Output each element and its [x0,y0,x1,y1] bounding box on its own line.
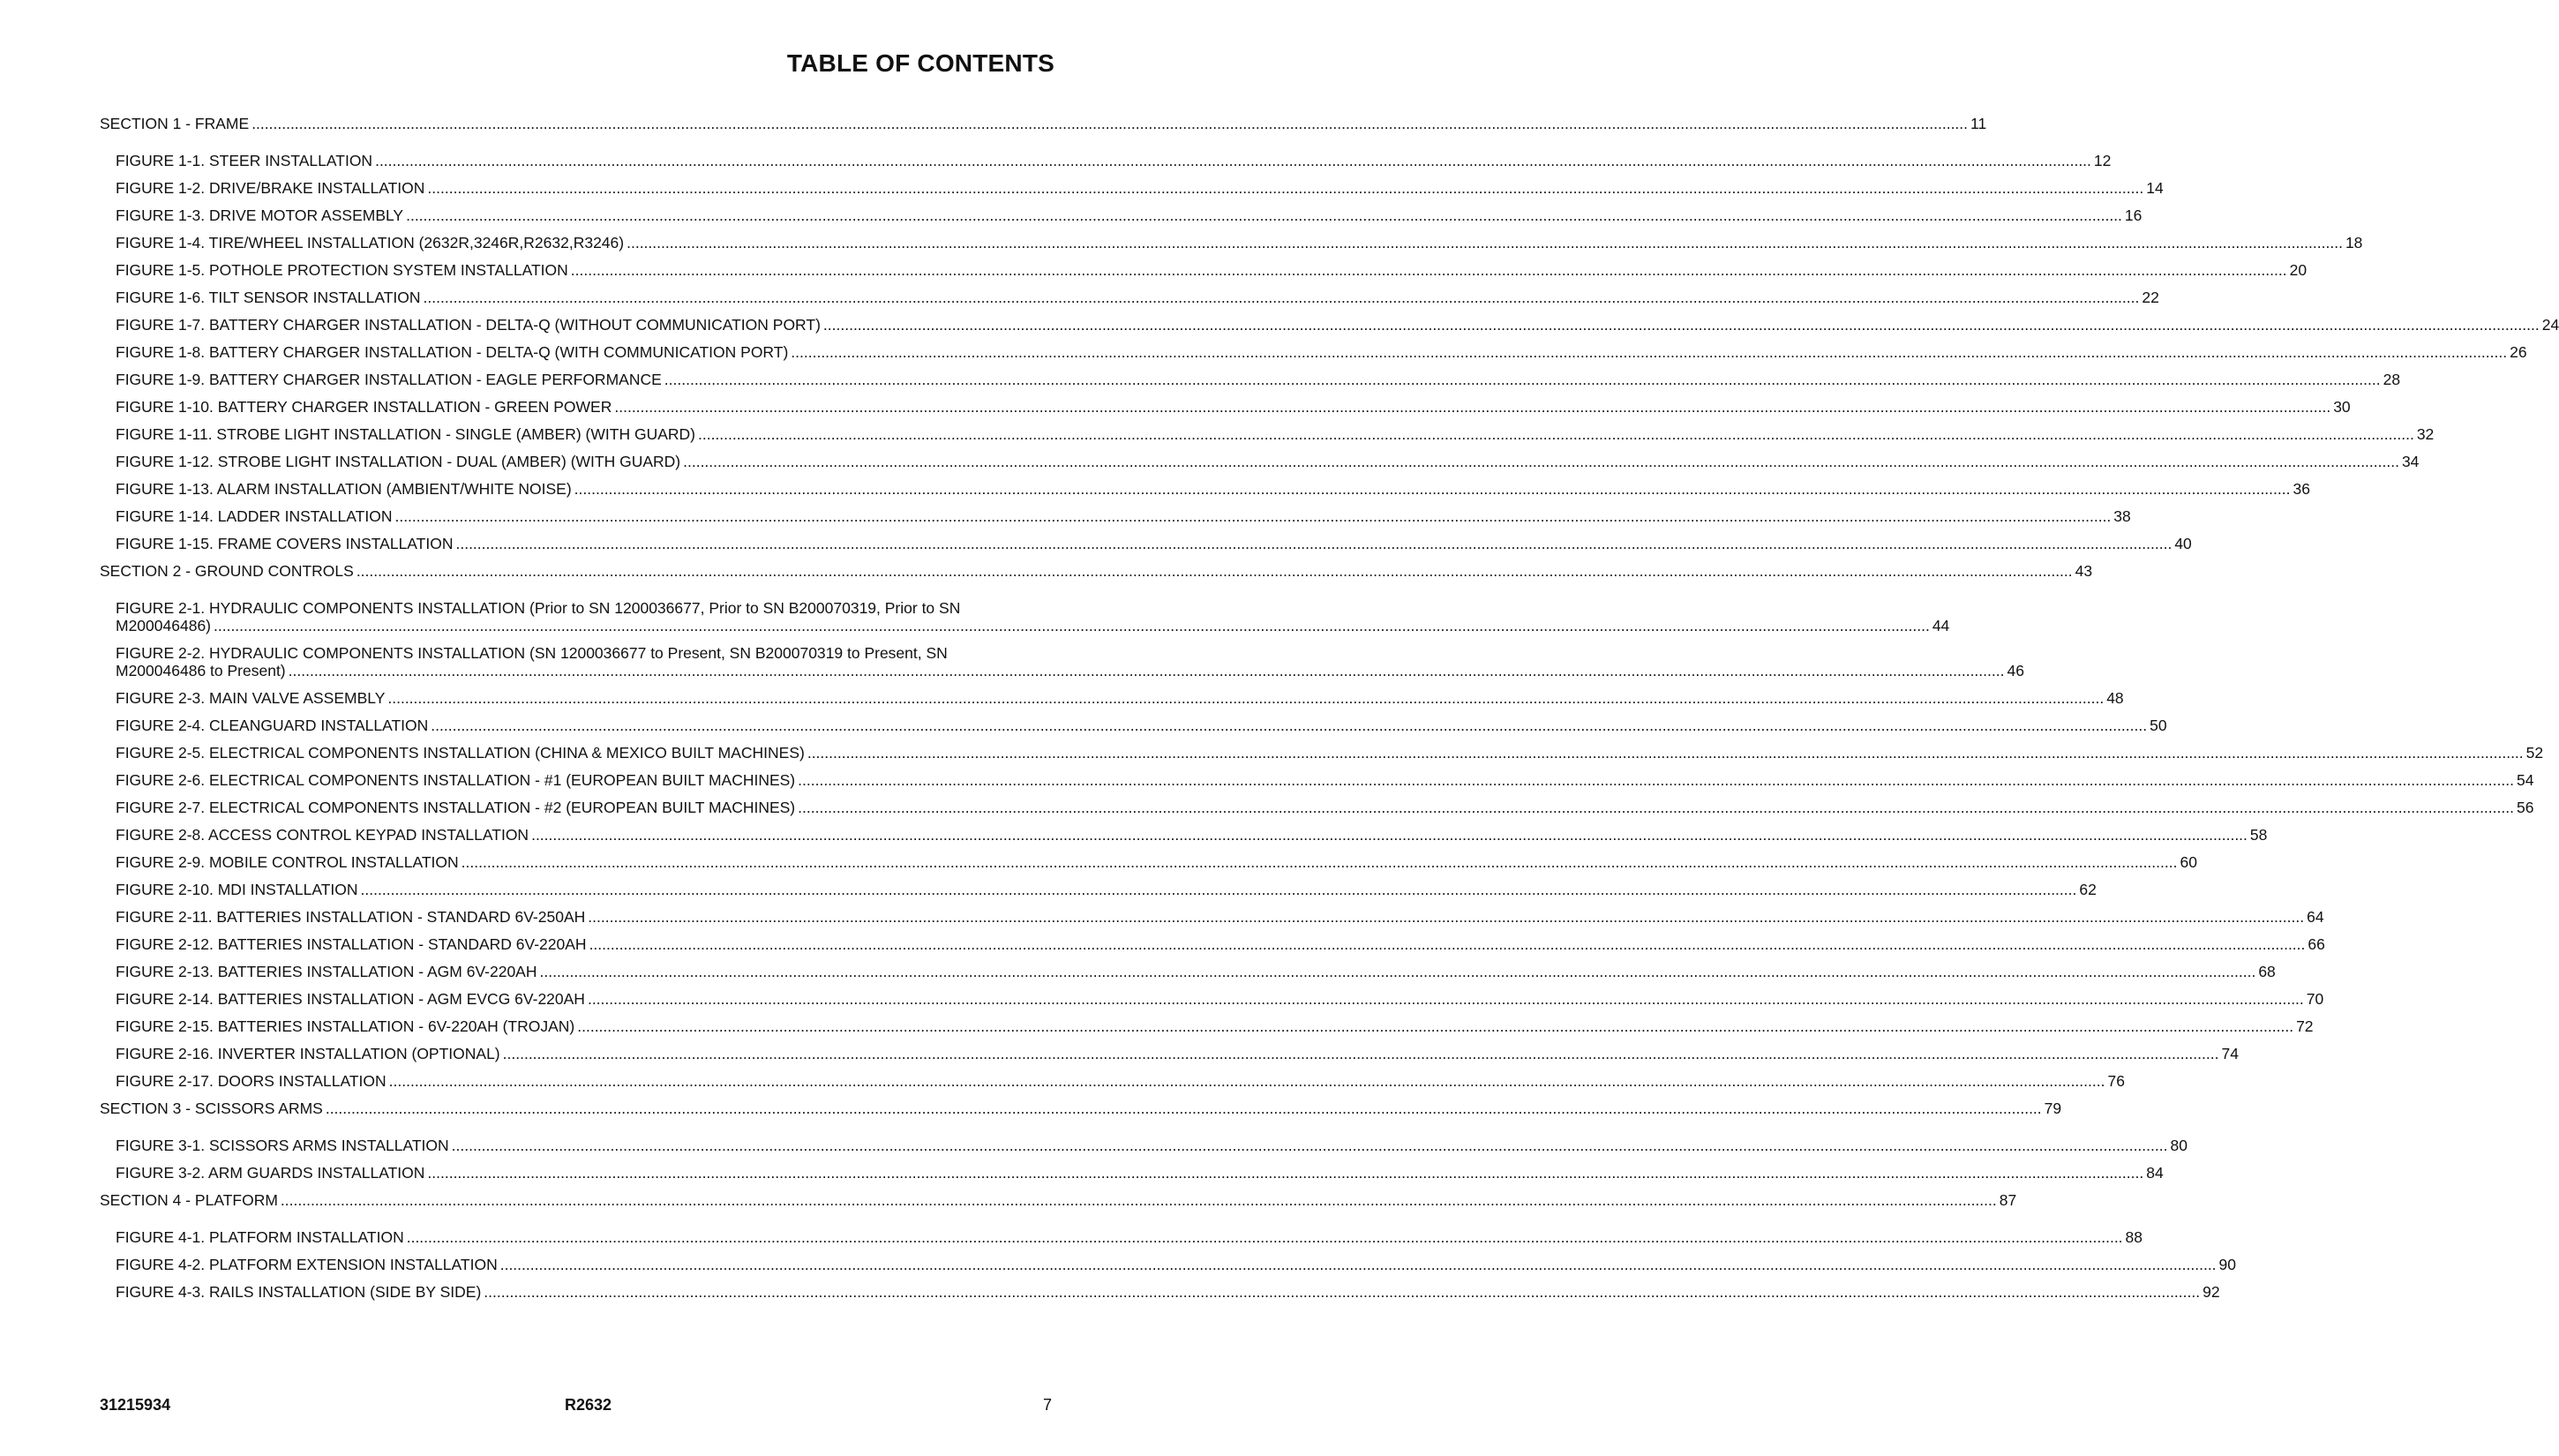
toc-figure-entry[interactable] [100,1017,2314,1035]
toc-figure-entry[interactable] [100,316,2559,334]
toc-entry-label: FIGURE 2-15. BATTERIES INSTALLATION - 6V-220AH (TROJAN) [116,1017,575,1035]
toc-entry-label: FIGURE 3-2. ARM GUARDS INSTALLATION [116,1164,425,1182]
toc-entry-page-number: 12 [2093,152,2112,169]
toc-figure-entry[interactable] [100,689,2124,707]
dot-leader: ................................................................................................................................................................................................................................................................................................................................................................................................................ [427,179,2144,197]
dot-leader: ................................................................................................................................................................................................................................................................................................................................................................................................................ [822,316,2540,334]
toc-entry-label: FIGURE 1-1. STEER INSTALLATION [116,152,373,169]
dot-leader: ................................................................................................................................................................................................................................................................................................................................................................................................................ [461,853,2178,871]
toc-entry-label: FIGURE 4-2. PLATFORM EXTENSION INSTALLATION [116,1256,498,1273]
toc-figure-entry[interactable] [100,453,2420,470]
toc-entry-label: FIGURE 2-17. DOORS INSTALLATION [116,1072,386,1090]
toc-figure-entry[interactable] [100,644,2024,679]
toc-figure-entry[interactable] [100,1283,2220,1301]
toc-figure-entry[interactable] [100,1256,2237,1273]
toc-entry-label: FIGURE 2-13. BATTERIES INSTALLATION - AGM 6V-220AH [116,963,537,980]
footer-doc-number: 31215934 [100,1396,171,1414]
toc-entry-page-number: 68 [2258,963,2276,980]
dot-leader: ................................................................................................................................................................................................................................................................................................................................................................................................................ [455,535,2173,552]
toc-figure-entry[interactable] [100,343,2527,361]
dot-leader: ................................................................................................................................................................................................................................................................................................................................................................................................................ [387,689,2105,707]
toc-figure-entry[interactable] [100,289,2159,306]
dot-leader: ................................................................................................................................................................................................................................................................................................................................................................................................................ [423,289,2140,306]
dot-leader: ................................................................................................................................................................................................................................................................................................................................................................................................................ [388,1072,2105,1090]
toc-entry-label: FIGURE 4-1. PLATFORM INSTALLATION [116,1228,404,1246]
toc-entry-page-number: 22 [2142,289,2159,306]
toc-figure-entry[interactable] [100,935,2325,953]
toc-figure-entry[interactable] [100,717,2167,734]
toc-figure-entry[interactable] [100,371,2401,388]
toc-entry-page-number: 80 [2170,1137,2188,1154]
toc-entry-page-number: 87 [1999,1191,2017,1209]
toc-entry-page-number: 32 [2416,425,2435,443]
toc-figure-entry[interactable] [100,398,2351,416]
toc-entry-page-number: 34 [2401,453,2420,470]
dot-leader: ................................................................................................................................................................................................................................................................................................................................................................................................................ [531,826,2248,844]
toc-entry-page-number: 66 [2308,935,2325,953]
dot-leader: ................................................................................................................................................................................................................................................................................................................................................................................................................ [431,717,2148,734]
toc-entry-page-number: 90 [2218,1256,2237,1273]
toc-figure-entry[interactable] [100,826,2268,844]
toc-entry-page-number: 16 [2124,206,2143,224]
toc-entry-label: FIGURE 2-9. MOBILE CONTROL INSTALLATION [116,853,459,871]
toc-figure-entry[interactable] [100,771,2534,789]
toc-entry-page-number: 11 [1970,115,1987,132]
toc-figure-entry[interactable] [100,179,2164,197]
toc-figure-entry[interactable] [100,799,2534,816]
dot-leader: ................................................................................................................................................................................................................................................................................................................................................................................................................ [697,425,2414,443]
toc-section-entry[interactable] [100,1191,2017,1209]
toc-figure-entry[interactable] [100,990,2324,1008]
toc-entry-page-number: 56 [2516,799,2534,816]
toc-entry-label: SECTION 1 - FRAME [100,115,250,132]
toc-entry-page-number: 64 [2307,908,2324,926]
toc-figure-entry[interactable] [100,599,1950,634]
toc-entry-label: FIGURE 2-12. BATTERIES INSTALLATION - STANDARD 6V-220AH [116,935,587,953]
toc-entry-label: FIGURE 2-3. MAIN VALVE ASSEMBLY [116,689,386,707]
dot-leader: ................................................................................................................................................................................................................................................................................................................................................................................................................ [589,935,2306,953]
toc-figure-entry[interactable] [100,206,2143,224]
footer-model: R2632 [565,1396,612,1414]
toc-entry-label: FIGURE 2-11. BATTERIES INSTALLATION - STANDARD 6V-250AH [116,908,586,926]
toc-figure-entry[interactable] [100,1137,2188,1154]
dot-leader: ................................................................................................................................................................................................................................................................................................................................................................................................................ [614,398,2331,416]
dot-leader: ................................................................................................................................................................................................................................................................................................................................................................................................................ [588,908,2305,926]
dot-leader: ................................................................................................................................................................................................................................................................................................................................................................................................................ [375,152,2091,169]
toc-entry-label-line1: FIGURE 2-2. HYDRAULIC COMPONENTS INSTALLATION (SN 1200036677 to Present, SN B200070319 to Present, SN [116,644,948,662]
dot-leader: ................................................................................................................................................................................................................................................................................................................................................................................................................ [406,1228,2123,1246]
toc-entry-label: FIGURE 2-16. INVERTER INSTALLATION (OPTIONAL) [116,1045,500,1062]
dot-leader: ................................................................................................................................................................................................................................................................................................................................................................................................................ [539,963,2256,980]
dot-leader: ................................................................................................................................................................................................................................................................................................................................................................................................................ [288,662,2005,679]
toc-entry-label: FIGURE 1-3. DRIVE MOTOR ASSEMBLY [116,206,404,224]
toc-entry-page-number: 48 [2106,689,2124,707]
dot-leader: ................................................................................................................................................................................................................................................................................................................................................................................................................ [406,206,2122,224]
toc-entry-page-number: 28 [2383,371,2401,388]
toc-entry-page-number: 54 [2516,771,2534,789]
toc-entry-label: M200046486 to Present) [116,662,286,679]
footer-page-number: 7 [1043,1396,1053,1414]
toc-figure-entry[interactable] [100,881,2097,898]
toc-figure-entry[interactable] [100,480,2310,498]
toc-entry-label: FIGURE 2-5. ELECTRICAL COMPONENTS INSTALLATION (CHINA & MEXICO BUILT MACHINES) [116,744,805,762]
dot-leader: ................................................................................................................................................................................................................................................................................................................................................................................................................ [451,1137,2168,1154]
toc-entry-page-number: 40 [2174,535,2192,552]
dot-leader: ................................................................................................................................................................................................................................................................................................................................................................................................................ [798,771,2514,789]
toc-figure-entry[interactable] [100,744,2544,762]
toc-section-entry[interactable] [100,562,2093,580]
toc-entry-label: FIGURE 2-14. BATTERIES INSTALLATION - AGM EVCG 6V-220AH [116,990,585,1008]
toc-entry-label: FIGURE 2-6. ELECTRICAL COMPONENTS INSTALLATION - #1 (EUROPEAN BUILT MACHINES) [116,771,796,789]
table-of-contents [100,115,2559,1301]
toc-entry-label: FIGURE 3-1. SCISSORS ARMS INSTALLATION [116,1137,449,1154]
toc-figure-entry[interactable] [100,261,2308,279]
toc-figure-entry[interactable] [100,1072,2125,1090]
toc-entry-page-number: 74 [2221,1045,2239,1062]
toc-entry-label: FIGURE 1-9. BATTERY CHARGER INSTALLATION - EAGLE PERFORMANCE [116,371,662,388]
dot-leader: ................................................................................................................................................................................................................................................................................................................................................................................................................ [484,1283,2201,1301]
toc-figure-entry[interactable] [100,853,2197,871]
toc-entry-label: SECTION 2 - GROUND CONTROLS [100,562,354,580]
page-title: TABLE OF CONTENTS [786,49,1054,77]
dot-leader: ................................................................................................................................................................................................................................................................................................................................................................................................................ [325,1100,2042,1117]
toc-entry-label: FIGURE 1-5. POTHOLE PROTECTION SYSTEM INSTALLATION [116,261,568,279]
dot-leader: ................................................................................................................................................................................................................................................................................................................................................................................................................ [587,990,2304,1008]
toc-entry-page-number: 26 [2510,343,2527,361]
toc-entry-page-number: 24 [2541,316,2559,334]
toc-entry-label: SECTION 4 - PLATFORM [100,1191,278,1209]
toc-entry-page-number: 84 [2146,1164,2164,1182]
toc-entry-page-number: 62 [2079,881,2097,898]
toc-figure-entry[interactable] [100,234,2363,251]
toc-entry-label: FIGURE 1-4. TIRE/WHEEL INSTALLATION (2632R,3246R,R2632,R3246) [116,234,625,251]
toc-entry-page-number: 72 [2296,1017,2314,1035]
toc-entry-label: FIGURE 1-11. STROBE LIGHT INSTALLATION - SINGLE (AMBER) (WITH GUARD) [116,425,695,443]
toc-figure-entry[interactable] [100,425,2435,443]
toc-entry-label: FIGURE 2-7. ELECTRICAL COMPONENTS INSTALLATION - #2 (EUROPEAN BUILT MACHINES) [116,799,796,816]
toc-entry-page-number: 36 [2293,480,2310,498]
dot-leader: ................................................................................................................................................................................................................................................................................................................................................................................................................ [394,507,2112,525]
toc-entry-page-number: 92 [2203,1283,2220,1301]
toc-figure-entry[interactable] [100,908,2324,926]
toc-entry-label: FIGURE 1-15. FRAME COVERS INSTALLATION [116,535,454,552]
toc-entry-label: FIGURE 1-10. BATTERY CHARGER INSTALLATION - GREEN POWER [116,398,612,416]
toc-entry-page-number: 38 [2113,507,2131,525]
toc-figure-entry[interactable] [100,963,2276,980]
dot-leader: ................................................................................................................................................................................................................................................................................................................................................................................................................ [664,371,2381,388]
toc-entry-page-number: 76 [2107,1072,2125,1090]
dot-leader: ................................................................................................................................................................................................................................................................................................................................................................................................................ [251,115,1969,132]
toc-entry-page-number: 43 [2075,562,2093,580]
toc-entry-page-number: 50 [2150,717,2167,734]
toc-entry-label: FIGURE 1-12. STROBE LIGHT INSTALLATION - DUAL (AMBER) (WITH GUARD) [116,453,681,470]
toc-entry-page-number: 58 [2249,826,2268,844]
dot-leader: ................................................................................................................................................................................................................................................................................................................................................................................................................ [502,1045,2219,1062]
toc-figure-entry[interactable] [100,1164,2164,1182]
toc-entry-page-number: 18 [2345,234,2363,251]
dot-leader: ................................................................................................................................................................................................................................................................................................................................................................................................................ [427,1164,2144,1182]
dot-leader: ................................................................................................................................................................................................................................................................................................................................................................................................................ [577,1017,2294,1035]
toc-figure-entry[interactable] [100,535,2192,552]
toc-entry-label: FIGURE 2-4. CLEANGUARD INSTALLATION [116,717,429,734]
toc-entry-label: FIGURE 1-6. TILT SENSOR INSTALLATION [116,289,421,306]
dot-leader: ................................................................................................................................................................................................................................................................................................................................................................................................................ [683,453,2399,470]
dot-leader: ................................................................................................................................................................................................................................................................................................................................................................................................................ [798,799,2514,816]
dot-leader: ................................................................................................................................................................................................................................................................................................................................................................................................................ [360,881,2077,898]
dot-leader: ................................................................................................................................................................................................................................................................................................................................................................................................................ [574,480,2291,498]
toc-entry-page-number: 88 [2125,1228,2143,1246]
toc-entry-label: FIGURE 2-10. MDI INSTALLATION [116,881,358,898]
toc-figure-entry[interactable] [100,152,2112,169]
toc-entry-page-number: 20 [2289,261,2308,279]
toc-entry-label: FIGURE 1-14. LADDER INSTALLATION [116,507,393,525]
toc-figure-entry[interactable] [100,1228,2143,1246]
toc-entry-label: FIGURE 1-2. DRIVE/BRAKE INSTALLATION [116,179,425,197]
toc-entry-page-number: 70 [2306,990,2324,1008]
toc-entry-page-number: 14 [2146,179,2164,197]
dot-leader: ................................................................................................................................................................................................................................................................................................................................................................................................................ [214,617,1930,634]
dot-leader: ................................................................................................................................................................................................................................................................................................................................................................................................................ [627,234,2343,251]
toc-entry-label: FIGURE 2-8. ACCESS CONTROL KEYPAD INSTALLATION [116,826,529,844]
dot-leader: ................................................................................................................................................................................................................................................................................................................................................................................................................ [280,1191,1997,1209]
dot-leader: ................................................................................................................................................................................................................................................................................................................................................................................................................ [570,261,2287,279]
toc-entry-label-line1: FIGURE 2-1. HYDRAULIC COMPONENTS INSTALLATION (Prior to SN 1200036677, Prior to SN B200070319, Prior to SN [116,599,961,617]
dot-leader: ................................................................................................................................................................................................................................................................................................................................................................................................................ [356,562,2073,580]
toc-figure-entry[interactable] [100,507,2131,525]
toc-entry-page-number: 30 [2333,398,2351,416]
dot-leader: ................................................................................................................................................................................................................................................................................................................................................................................................................ [807,744,2524,762]
toc-entry-page-number: 44 [1932,617,1950,634]
toc-entry-label: FIGURE 4-3. RAILS INSTALLATION (SIDE BY SIDE) [116,1283,482,1301]
toc-entry-label: FIGURE 1-7. BATTERY CHARGER INSTALLATION - DELTA-Q (WITHOUT COMMUNICATION PORT) [116,316,821,334]
toc-section-entry[interactable] [100,115,1987,132]
dot-leader: ................................................................................................................................................................................................................................................................................................................................................................................................................ [791,343,2508,361]
toc-entry-page-number: 60 [2180,853,2197,871]
toc-figure-entry[interactable] [100,1045,2239,1062]
toc-entry-page-number: 46 [2007,662,2024,679]
toc-entry-label: SECTION 3 - SCISSORS ARMS [100,1100,323,1117]
toc-entry-page-number: 52 [2525,744,2544,762]
toc-entry-page-number: 79 [2044,1100,2062,1117]
toc-section-entry[interactable] [100,1100,2062,1117]
dot-leader: ................................................................................................................................................................................................................................................................................................................................................................................................................ [499,1256,2217,1273]
toc-entry-label: M200046486) [116,617,211,634]
toc-entry-label: FIGURE 1-13. ALARM INSTALLATION (AMBIENT/WHITE NOISE) [116,480,572,498]
toc-entry-label: FIGURE 1-8. BATTERY CHARGER INSTALLATION - DELTA-Q (WITH COMMUNICATION PORT) [116,343,789,361]
